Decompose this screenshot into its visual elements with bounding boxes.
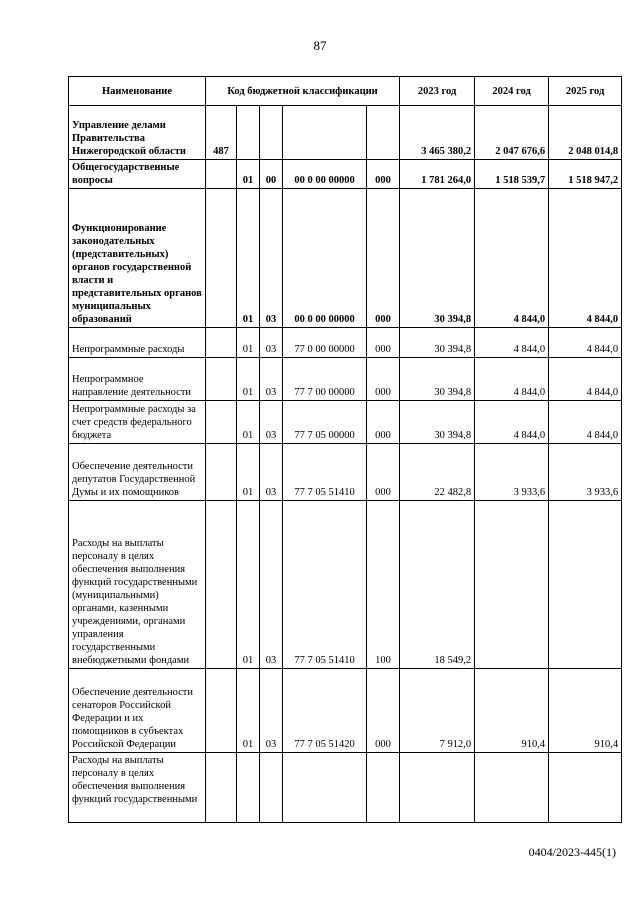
row-2023: 7 912,0 [400,669,475,753]
row-csr: 00 0 00 00000 [283,160,367,189]
table-row [69,189,622,328]
row-2023: 1 781 264,0 [400,160,475,189]
row-vr [367,106,400,160]
row-ved [206,401,237,444]
row-rz: 01 [237,401,260,444]
table-row [69,106,622,160]
row-csr: 77 7 00 00000 [283,358,367,401]
row-ved [206,160,237,189]
row-csr [283,106,367,160]
row-name: Непрограммное направление деятельности [69,358,206,401]
row-ved [206,501,237,669]
row-pr: 03 [260,401,283,444]
row-2024: 910,4 [475,669,549,753]
row-name: Непрограммные расходы за счет средств федерального бюджета [69,401,206,444]
row-rz: 01 [237,358,260,401]
row-2025: 4 844,0 [549,189,622,328]
row-2024: 2 047 676,6 [475,106,549,160]
header-code: Код бюджетной классификации [206,77,400,106]
row-name: Управление делами Правительства Нижегородской области [69,106,206,160]
row-vr: 000 [367,358,400,401]
row-ved: 487 [206,106,237,160]
row-vr: 000 [367,401,400,444]
row-2025 [549,753,622,823]
row-pr: 03 [260,328,283,358]
row-2024: 4 844,0 [475,401,549,444]
row-vr: 000 [367,189,400,328]
row-rz [237,753,260,823]
table-header-row [69,77,622,106]
table-row [69,160,622,189]
row-ved [206,358,237,401]
row-csr: 00 0 00 00000 [283,189,367,328]
page-number: 87 [313,38,327,53]
budget-table [68,76,622,823]
row-ved [206,328,237,358]
row-name: Обеспечение деятельности депутатов Государственной Думы и их помощников [69,444,206,501]
row-2024: 1 518 539,7 [475,160,549,189]
row-name: Обеспечение деятельности сенаторов Российской Федерации и их помощников в субъектах Российской Федерации [69,669,206,753]
row-2023: 3 465 380,2 [400,106,475,160]
row-csr: 77 7 05 51420 [283,669,367,753]
row-ved [206,669,237,753]
row-ved [206,189,237,328]
table-row [69,401,622,444]
header-2024: 2024 год [475,77,549,106]
table-row [69,444,622,501]
row-2023: 30 394,8 [400,401,475,444]
row-name: Функционирование законодательных (представительных) органов государственной власти и представительных органов муниципальных образований [69,189,206,328]
row-vr: 000 [367,160,400,189]
row-pr: 03 [260,501,283,669]
row-rz: 01 [237,444,260,501]
row-name: Расходы на выплаты персоналу в целях обеспечения выполнения функций государственными (муниципальными) органами, казенными учреждениями, органами управления государственными внебюджетными фондами [69,501,206,669]
row-pr [260,753,283,823]
row-2023 [400,753,475,823]
row-2024 [475,753,549,823]
row-rz: 01 [237,189,260,328]
row-2025: 3 933,6 [549,444,622,501]
row-pr: 03 [260,444,283,501]
row-csr: 77 0 00 00000 [283,328,367,358]
row-vr: 100 [367,501,400,669]
row-2024: 4 844,0 [475,328,549,358]
row-2024: 3 933,6 [475,444,549,501]
document-code: 0404/2023-445(1) [528,845,616,859]
row-2025: 910,4 [549,669,622,753]
header-name: Наименование [69,77,206,106]
row-2024: 4 844,0 [475,189,549,328]
row-rz: 01 [237,160,260,189]
table-row [69,669,622,753]
row-name: Расходы на выплаты персоналу в целях обеспечения выполнения функций государственными [69,753,206,823]
row-2024 [475,501,549,669]
row-2023: 30 394,8 [400,189,475,328]
row-csr: 77 7 05 51410 [283,501,367,669]
row-rz: 01 [237,328,260,358]
row-vr: 000 [367,669,400,753]
row-rz: 01 [237,669,260,753]
row-rz: 01 [237,501,260,669]
table-row [69,328,622,358]
row-pr: 00 [260,160,283,189]
row-2025: 4 844,0 [549,358,622,401]
row-ved [206,444,237,501]
row-pr: 03 [260,358,283,401]
row-pr: 03 [260,669,283,753]
row-name: Непрограммные расходы [69,328,206,358]
row-vr: 000 [367,328,400,358]
header-2025: 2025 год [549,77,622,106]
row-2024: 4 844,0 [475,358,549,401]
row-pr [260,106,283,160]
row-csr [283,753,367,823]
row-rz [237,106,260,160]
row-vr [367,753,400,823]
row-2025: 2 048 014,8 [549,106,622,160]
row-2025: 1 518 947,2 [549,160,622,189]
table-row [69,501,622,669]
row-2023: 30 394,8 [400,328,475,358]
row-2025: 4 844,0 [549,328,622,358]
table-row [69,753,622,823]
row-2025: 4 844,0 [549,401,622,444]
row-csr: 77 7 05 00000 [283,401,367,444]
header-2023: 2023 год [400,77,475,106]
row-2023: 30 394,8 [400,358,475,401]
row-csr: 77 7 05 51410 [283,444,367,501]
row-2023: 22 482,8 [400,444,475,501]
row-name: Общегосударственные вопросы [69,160,206,189]
row-2023: 18 549,2 [400,501,475,669]
row-pr: 03 [260,189,283,328]
row-ved [206,753,237,823]
table-row [69,358,622,401]
row-2025 [549,501,622,669]
row-vr: 000 [367,444,400,501]
